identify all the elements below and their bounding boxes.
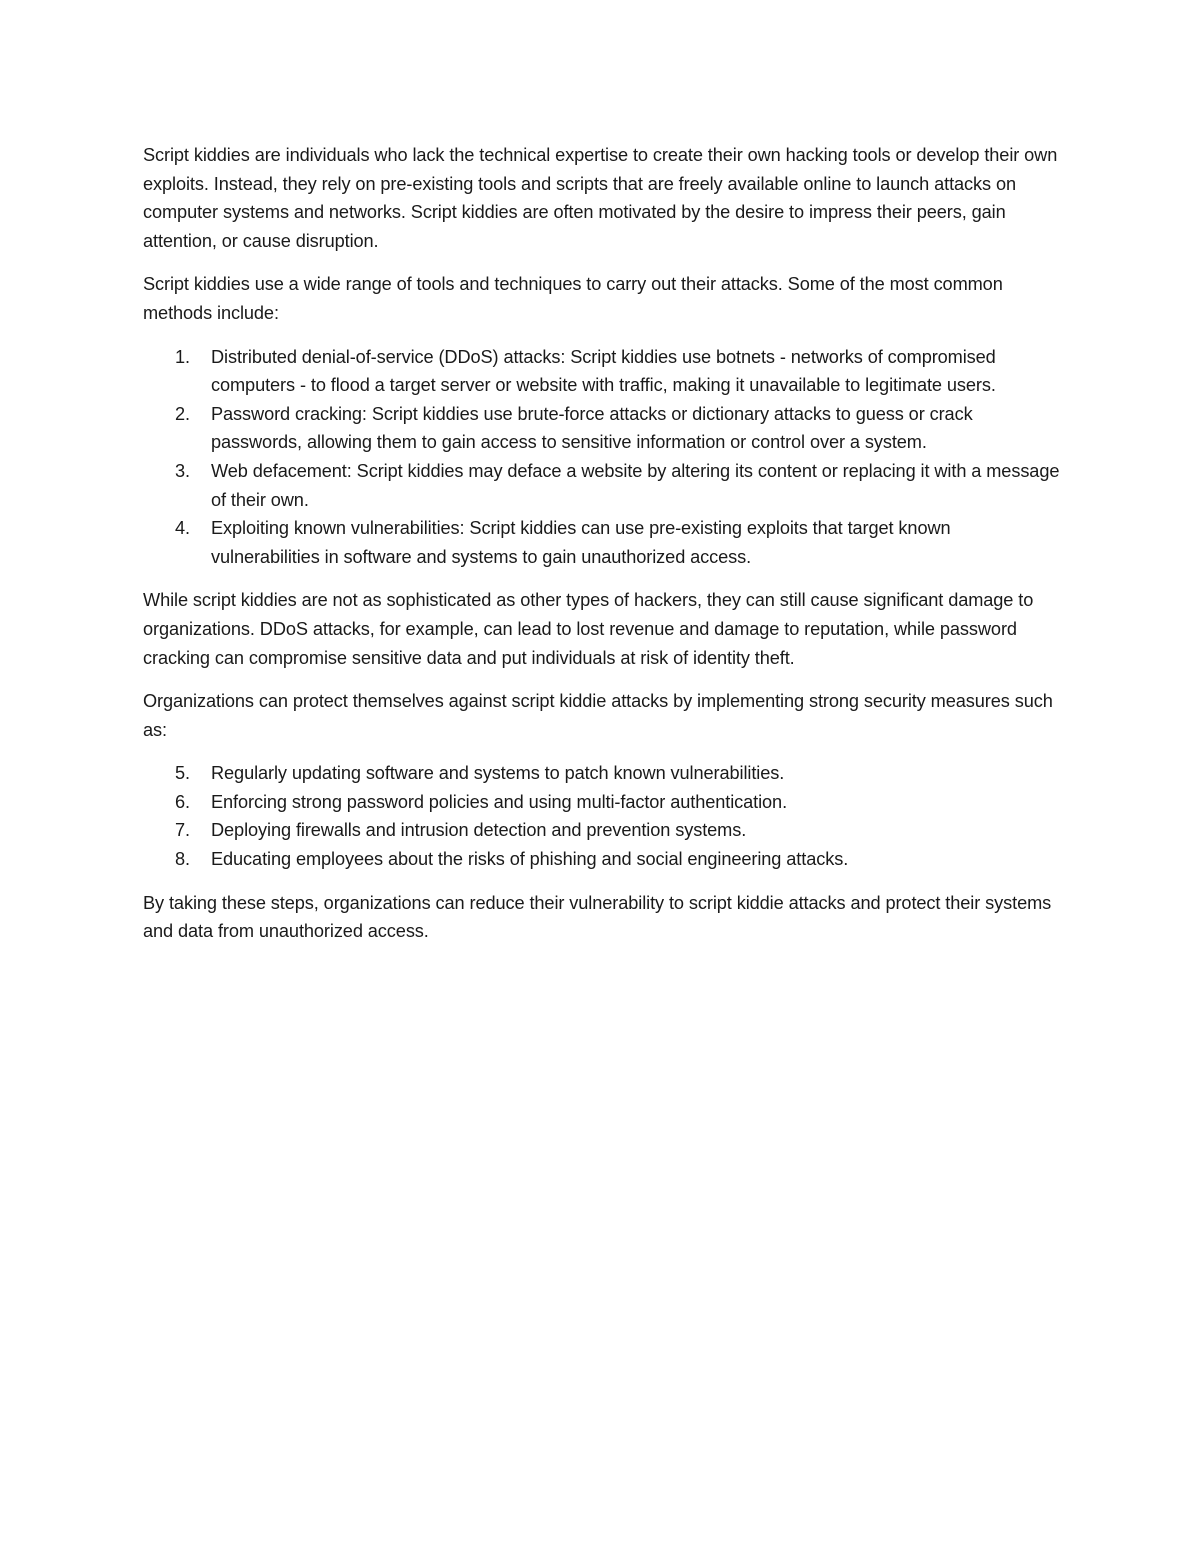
list-number: 4. xyxy=(175,518,190,539)
list-item xyxy=(143,400,1063,457)
list-item-text: Exploiting known vulnerabilities: Script kiddies can use pre-existing exploits that target known vulnerabilities in software and systems to gain unauthorized access. xyxy=(211,518,951,567)
list-item-text: Educating employees about the risks of phishing and social engineering attacks. xyxy=(211,849,849,870)
list-number: 7. xyxy=(175,820,190,841)
list-item xyxy=(143,457,1063,514)
measures-list xyxy=(143,759,1063,873)
list-item xyxy=(143,816,1063,845)
list-item xyxy=(143,788,1063,817)
list-item-text: Regularly updating software and systems to patch known vulnerabilities. xyxy=(211,763,785,784)
list-item xyxy=(143,514,1063,571)
methods-intro-paragraph: Script kiddies use a wide range of tools and techniques to carry out their attacks. Some of the most common methods include: xyxy=(143,274,1003,323)
list-item xyxy=(143,759,1063,788)
list-number: 3. xyxy=(175,460,190,481)
list-item-text: Enforcing strong password policies and using multi-factor authentication. xyxy=(211,791,788,812)
list-number: 1. xyxy=(175,346,190,367)
list-number: 2. xyxy=(175,403,190,424)
list-item xyxy=(143,845,1063,874)
intro-paragraph: Script kiddies are individuals who lack the technical expertise to create their own hacking tools or develop their own exploits. Instead, they rely on pre-existing tools and scripts that are freely available online to launch attacks on computer systems and networks. Script kiddies are often motivated by the desire to impress their peers, gain attention, or cause disruption. xyxy=(143,145,1058,251)
list-number: 6. xyxy=(175,791,190,812)
conclusion-paragraph: By taking these steps, organizations can reduce their vulnerability to script kiddie attacks and protect their systems and data from unauthorized access. xyxy=(143,892,1052,942)
list-item-text: Password cracking: Script kiddies use brute-force attacks or dictionary attacks to guess or crack passwords, allowing them to gain access to sensitive information or control over a system. xyxy=(211,403,973,453)
impact-paragraph: While script kiddies are not as sophisticated as other types of hackers, they can still cause significant damage to organizations. DDoS attacks, for example, can lead to lost revenue and damage to reputation, while password cracking can compromise sensitive data and put individuals at risk of identity theft. xyxy=(143,590,1034,668)
list-number: 8. xyxy=(175,849,190,870)
list-item-text: Web defacement: Script kiddies may deface a website by altering its content or replacing it with a message of their own. xyxy=(211,460,1060,510)
protection-intro-paragraph: Organizations can protect themselves against script kiddie attacks by implementing strong security measures such as: xyxy=(143,691,1053,740)
list-number: 5. xyxy=(175,763,190,784)
list-item xyxy=(143,343,1063,400)
list-item-text: Distributed denial-of-service (DDoS) attacks: Script kiddies use botnets - networks of compromised computers - to flood a target server or website with traffic, making it unavailable to legitimate users. xyxy=(211,346,996,396)
methods-list xyxy=(143,343,1063,572)
document-body xyxy=(143,141,1063,961)
list-item-text: Deploying firewalls and intrusion detection and prevention systems. xyxy=(211,820,747,841)
